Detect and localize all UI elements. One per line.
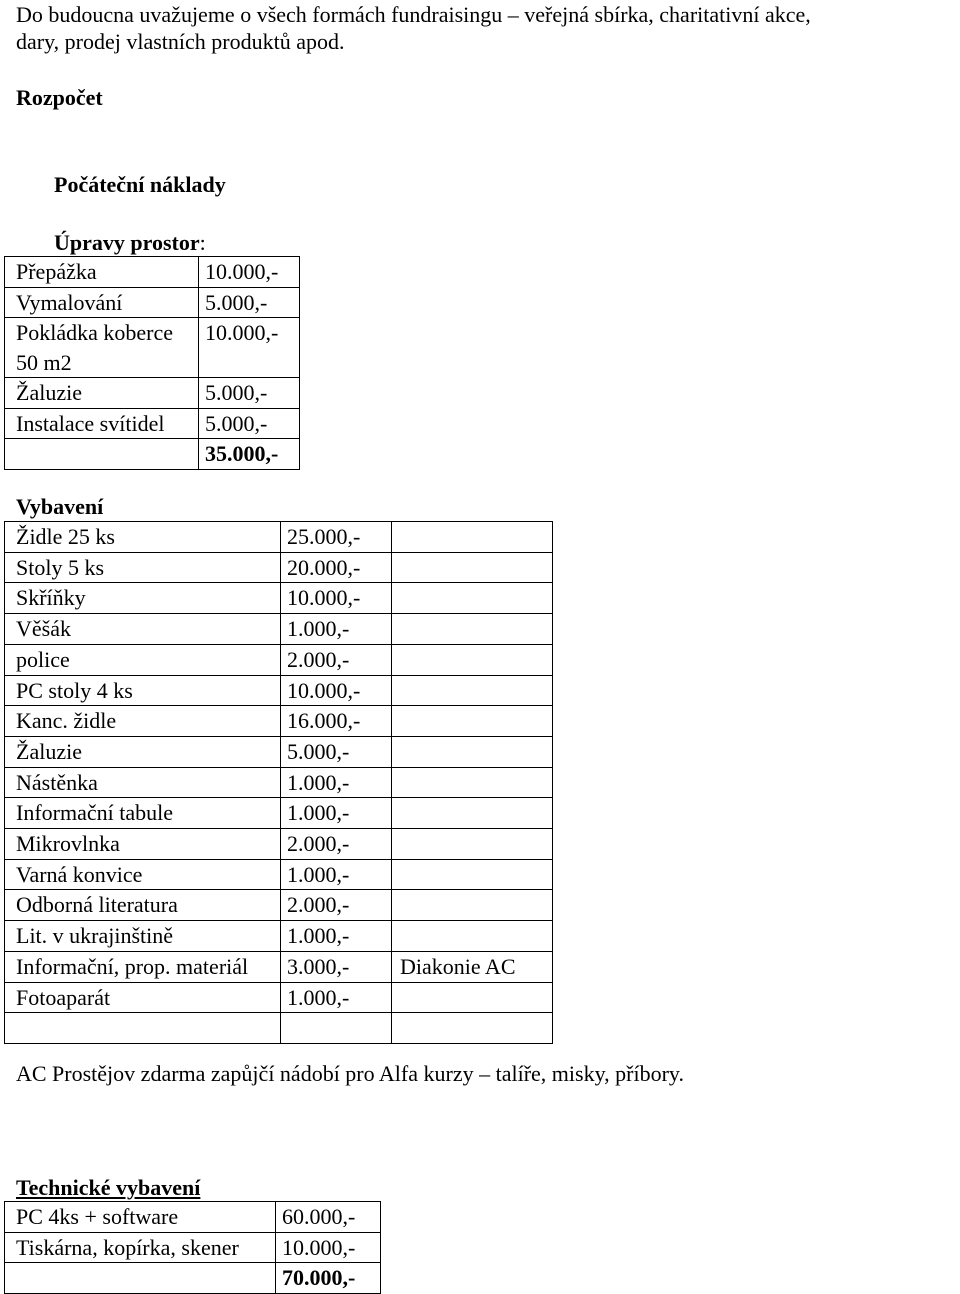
technical-price: 60.000,- xyxy=(282,1204,356,1229)
equipment-price: 1.000,- xyxy=(287,769,350,795)
table-row xyxy=(5,614,553,645)
table-row xyxy=(5,408,300,439)
equipment-note xyxy=(398,860,552,890)
budget-heading: Rozpočet xyxy=(16,85,103,110)
table-row xyxy=(5,829,553,860)
table-row xyxy=(5,736,553,767)
renovation-item: Žaluzie xyxy=(16,380,82,405)
equipment-price: 10.000,- xyxy=(287,585,361,611)
equipment-item: Skříňky xyxy=(16,585,86,611)
table-row xyxy=(5,318,300,378)
equipment-price: 10.000,- xyxy=(287,677,361,703)
renovation-price: 10.000,- xyxy=(205,259,279,284)
table-row xyxy=(5,522,553,553)
table-row xyxy=(5,552,553,583)
table-row xyxy=(5,982,553,1013)
equipment-price: 25.000,- xyxy=(287,524,361,549)
equipment-table xyxy=(4,521,553,1044)
equipment-item: Nástěnka xyxy=(16,769,98,795)
renovation-total: 35.000,- xyxy=(205,441,279,466)
technical-total: 70.000,- xyxy=(282,1265,356,1290)
technical-price: 10.000,- xyxy=(282,1234,356,1260)
equipment-note xyxy=(398,890,552,920)
equipment-price: 5.000,- xyxy=(287,738,350,764)
equipment-note xyxy=(398,645,552,675)
renovation-item: Přepážka xyxy=(16,259,97,284)
table-row xyxy=(5,675,553,706)
intro-line-2: dary, prodej vlastních produktů apod. xyxy=(16,29,345,54)
equipment-item: Informační tabule xyxy=(16,800,173,826)
renovation-price: 10.000,- xyxy=(205,320,279,345)
equipment-item: Varná konvice xyxy=(16,861,143,887)
equipment-note: Diakonie AC xyxy=(400,953,516,979)
equipment-item: Věšák xyxy=(16,616,71,642)
equipment-price: 2.000,- xyxy=(287,892,350,918)
equipment-price: 2.000,- xyxy=(287,646,350,672)
renovation-heading-colon: : xyxy=(199,230,206,255)
table-row xyxy=(5,1202,381,1233)
equipment-item: Žaluzie xyxy=(16,738,82,764)
table-row-empty xyxy=(5,1013,553,1044)
renovation-price: 5.000,- xyxy=(205,380,268,405)
table-row-total xyxy=(5,439,300,470)
equipment-price: 3.000,- xyxy=(287,953,350,979)
equipment-note xyxy=(398,614,552,644)
technical-item: Tiskárna, kopírka, skener xyxy=(16,1234,239,1260)
table-row xyxy=(5,798,553,829)
table-row xyxy=(5,859,553,890)
renovation-item-line2: 50 m2 xyxy=(16,349,72,375)
equipment-note xyxy=(398,522,552,552)
renovation-item: Instalace svítidel xyxy=(16,410,165,436)
equipment-note xyxy=(398,983,552,1013)
renovation-price: 5.000,- xyxy=(205,410,268,436)
equipment-item: Stoly 5 ks xyxy=(16,554,105,580)
intro-line-1: Do budoucna uvažujeme o všech formách fundraisingu – veřejná sbírka, charitativní akce, xyxy=(16,2,811,27)
equipment-note xyxy=(398,829,552,859)
table-row xyxy=(5,257,300,288)
table-row xyxy=(5,951,553,982)
equipment-heading: Vybavení xyxy=(16,494,104,519)
equipment-item: Fotoaparát xyxy=(16,984,111,1010)
equipment-item: Lit. v ukrajinštině xyxy=(16,923,174,949)
table-row xyxy=(5,706,553,737)
technical-heading: Technické vybavení xyxy=(16,1175,201,1200)
renovation-heading xyxy=(54,228,206,257)
equipment-item: Židle 25 ks xyxy=(16,524,115,549)
table-row xyxy=(5,378,300,409)
equipment-note xyxy=(398,583,552,613)
table-row xyxy=(5,767,553,798)
table-row xyxy=(5,921,553,952)
renovation-item: Vymalování xyxy=(16,289,123,315)
equipment-item: police xyxy=(16,646,70,672)
equipment-note xyxy=(398,737,552,767)
equipment-note xyxy=(398,706,552,736)
equipment-note xyxy=(398,553,552,583)
renovation-heading-text: Úpravy prostor xyxy=(54,230,200,255)
table-row xyxy=(5,583,553,614)
equipment-item: Odborná literatura xyxy=(16,892,178,918)
equipment-item: Informační, prop. materiál xyxy=(16,953,249,979)
equipment-price: 1.000,- xyxy=(287,616,350,642)
equipment-price: 2.000,- xyxy=(287,831,350,857)
equipment-price: 1.000,- xyxy=(287,800,350,826)
renovation-item: Pokládka koberce xyxy=(16,320,173,345)
table-row xyxy=(5,287,300,318)
equipment-note xyxy=(398,921,552,951)
equipment-note xyxy=(398,676,552,706)
equipment-price: 1.000,- xyxy=(287,923,350,949)
equipment-price: 20.000,- xyxy=(287,554,361,580)
table-row xyxy=(5,890,553,921)
equipment-price: 1.000,- xyxy=(287,861,350,887)
equipment-price: 16.000,- xyxy=(287,708,361,734)
equipment-note xyxy=(398,798,552,828)
initial-costs-heading: Počáteční náklady xyxy=(54,172,226,197)
equipment-item: Kanc. židle xyxy=(16,708,117,734)
table-row-total xyxy=(5,1263,381,1294)
technical-item: PC 4ks + software xyxy=(16,1204,179,1229)
technical-table xyxy=(4,1201,381,1294)
equipment-item: PC stoly 4 ks xyxy=(16,677,133,703)
equipment-price: 1.000,- xyxy=(287,984,350,1010)
table-row xyxy=(5,1232,381,1263)
dishware-note: AC Prostějov zdarma zapůjčí nádobí pro Alfa kurzy – talíře, misky, příbory. xyxy=(16,1061,684,1086)
renovation-price: 5.000,- xyxy=(205,289,268,315)
equipment-note xyxy=(398,768,552,798)
equipment-item: Mikrovlnka xyxy=(16,831,120,857)
table-row xyxy=(5,644,553,675)
renovation-table xyxy=(4,256,300,470)
